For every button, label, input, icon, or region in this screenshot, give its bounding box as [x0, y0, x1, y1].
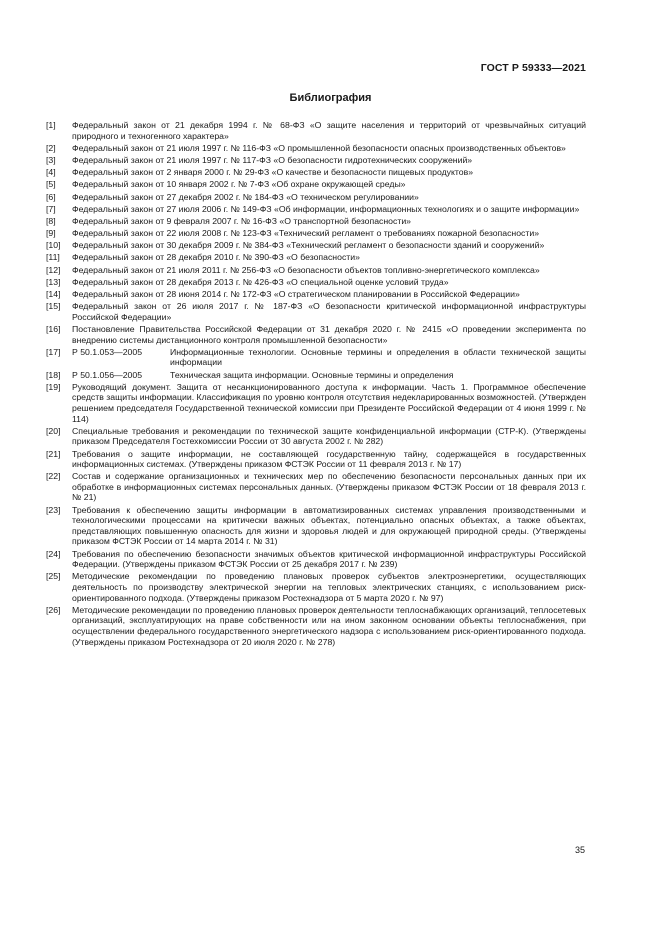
- entry-text: Руководящий документ. Защита от несанкционированного доступа к информации. Часть 1. Программное обеспечение средств защиты информации. Классификация по уровню контроля отсутствия недекларированных возможностей. (Утвержден решением председателя Государственной технической комиссии при Президенте Российской Федерации от 4 июня 1999 г. № 114): [72, 381, 586, 424]
- bibliography-entry: [46, 301, 586, 322]
- entry-number: [8]: [46, 215, 56, 226]
- entry-number: [11]: [46, 252, 60, 263]
- entry-number: [5]: [46, 179, 56, 190]
- entry-number: [26]: [46, 604, 61, 615]
- entry-text: Требования по обеспечению безопасности значимых объектов критической информационной инфраструктуры Российской Федерации. (Утверждены приказом ФСТЭК России от 25 декабря 2017 г. № 239): [72, 548, 586, 570]
- entry-text: Федеральный закон от 10 января 2002 г. № 7-ФЗ «Об охране окружающей среды»: [72, 179, 406, 190]
- entry-number: [14]: [46, 289, 61, 300]
- entry-number: [18]: [46, 369, 61, 380]
- bibliography-entry: [46, 228, 586, 239]
- entry-text: Федеральный закон от 21 июля 2011 г. № 256-ФЗ «О безопасности объектов топливно-энергетического комплекса»: [72, 264, 540, 275]
- entry-number: [12]: [46, 264, 61, 275]
- entry-text: Специальные требования и рекомендации по технической защите конфиденциальной информации (СТР-К). (Утверждены приказом Председателя Гостехкомиссии России от 30 августа 2002 г. № 282): [72, 425, 586, 447]
- entry-text: Федеральный закон от 9 февраля 2007 г. № 16-ФЗ «О транспортной безопасности»: [72, 215, 412, 226]
- entry-text: Федеральный закон от 28 июня 2014 г. № 172-ФЗ «О стратегическом планировании в Российской Федерации»: [72, 289, 520, 300]
- entry-text: Федеральный закон от 27 декабря 2002 г. № 184-ФЗ «О техническом регулировании»: [72, 191, 419, 202]
- entry-number: [22]: [46, 471, 61, 482]
- entry-number: [24]: [46, 548, 61, 559]
- bibliography-entry: [46, 449, 586, 470]
- bibliography-entry: [46, 204, 586, 215]
- entry-number: [19]: [46, 381, 61, 392]
- entry-text: Федеральный закон от 22 июля 2008 г. № 123-ФЗ «Технический регламент о требованиях пожарной безопасности»: [72, 228, 540, 239]
- entry-text: Постановление Правительства Российской Федерации от 31 декабря 2020 г. № 2415 «О проведении эксперимента по внедрению системы дистанционного контроля промышленной безопасности»: [72, 324, 586, 345]
- entry-text: Техническая защита информации. Основные термины и определения: [170, 369, 454, 380]
- bibliography-entry: [46, 549, 586, 570]
- bibliography-entry: [46, 167, 586, 178]
- entry-number: [20]: [46, 425, 61, 436]
- bibliography-entry: [46, 252, 586, 263]
- bibliography-entry: [46, 155, 586, 166]
- entry-number: [17]: [46, 346, 61, 357]
- entry-number: [23]: [46, 504, 61, 515]
- bibliography-entry: [46, 605, 586, 647]
- entry-number: [13]: [46, 276, 61, 287]
- entry-number: [6]: [46, 191, 56, 202]
- entry-text: Федеральный закон от 21 июля 1997 г. № 117-ФЗ «О безопасности гидротехнических сооружений»: [72, 154, 473, 165]
- bibliography-entry: [46, 179, 586, 190]
- entry-text: Требования о защите информации, не составляющей государственную тайну, содержащейся в государственных информационных системах. (Утверждены приказом ФСТЭК России от 11 февраля 2013 г. № 17): [72, 448, 586, 470]
- bibliography-entry: [46, 571, 586, 603]
- entry-text: Федеральный закон от 21 июля 1997 г. № 116-ФЗ «О промышленной безопасности опасных производственных объектов»: [72, 142, 566, 153]
- entry-text: Требования к обеспечению защиты информации в автоматизированных системах управления производственными и технологическими процессами на критически важных объектах, потенциально опасных объектах, а также объектах, представляющих повышенную опасность для жизни и здоровья людей и для окружающей природной среды. (Утверждены приказом ФСТЭК России от 14 марта 2014 г. № 31): [72, 504, 586, 547]
- standard-reference: [72, 370, 586, 381]
- bibliography-entry: [46, 471, 586, 503]
- entry-number: [1]: [46, 120, 56, 130]
- entry-text: Федеральный закон от 21 декабря 1994 г. № 68-ФЗ «О защите населения и территорий от чрезвычайных ситуаций природного и техногенного характера»: [72, 120, 586, 141]
- bibliography-entry: [46, 289, 586, 300]
- entry-number: [2]: [46, 142, 56, 153]
- bibliography-entry: [46, 216, 586, 227]
- bibliography-entry: [46, 370, 586, 381]
- page-number: 35: [574, 845, 585, 855]
- entry-number: [16]: [46, 324, 61, 334]
- entry-text: Состав и содержание организационных и технических мер по обеспечению безопасности персональных данных при их обработке в информационных системах персональных данных. (Утверждены приказом ФСТЭК России от 18 февраля 2013 г. № 21): [72, 471, 586, 503]
- bibliography-entry: [46, 265, 586, 276]
- entry-text: Федеральный закон от 27 июля 2006 г. № 149-ФЗ «Об информации, информационных технологиях и о защите информации»: [72, 203, 580, 214]
- entry-number: [10]: [46, 240, 61, 251]
- standard-code: Р 50.1.056—2005: [72, 369, 143, 380]
- entry-text: Федеральный закон от 28 декабря 2010 г. № 390-ФЗ «О безопасности»: [72, 252, 360, 263]
- bibliography-list: [46, 120, 586, 649]
- bibliography-entry: [46, 382, 586, 424]
- entry-number: [21]: [46, 448, 61, 459]
- entry-text: Федеральный закон от 26 июля 2017 г. № 187-ФЗ «О безопасности критической информационной инфраструктуры Российской Федерации»: [72, 301, 586, 322]
- entry-text: Федеральный закон от 2 января 2000 г. № 29-ФЗ «О качестве и безопасности пищевых продуктов»: [72, 167, 474, 178]
- bibliography-entry: [46, 324, 586, 345]
- entry-text: Федеральный закон от 30 декабря 2009 г. № 384-ФЗ «Технический регламент о безопасности зданий и сооружений»: [72, 240, 545, 251]
- entry-text: Методические рекомендации по проведению плановых проверок субъектов электроэнергетики, осуществляющих деятельность по производству электрической энергии на тепловых электрических станциях, с использованием риск-ориентированного подхода. (Утверждены приказом Ростехнадзора от 5 марта 2020 г. № 97): [72, 571, 586, 603]
- entry-number: [4]: [46, 167, 56, 178]
- entry-text: Методические рекомендации по проведению плановых проверок деятельности теплоснабжающих организаций, теплосетевых организаций, эксплуатирующих на праве собственности или на ином законном основании объекты теплоснабжения, при осуществлении федерального государственного энергетического надзора с использованием риск-ориентированного подхода. (Утверждены приказом Ростехнадзора от 20 июля 2020 г. № 278): [72, 604, 587, 647]
- entry-number: [9]: [46, 228, 56, 239]
- standard-code: Р 50.1.053—2005: [72, 346, 143, 357]
- bibliography-entry: [46, 120, 586, 141]
- entry-number: [7]: [46, 203, 56, 214]
- bibliography-entry: [46, 192, 586, 203]
- bibliography-entry: [46, 143, 586, 154]
- bibliography-entry: [46, 277, 586, 288]
- entry-number: [25]: [46, 571, 61, 582]
- bibliography-entry: [46, 505, 586, 547]
- document-code: ГОСТ Р 59333—2021: [480, 62, 586, 74]
- bibliography-entry: [46, 240, 586, 251]
- bibliography-entry: [46, 426, 586, 447]
- bibliography-entry: [46, 347, 586, 368]
- section-title: Библиография: [289, 92, 372, 104]
- entry-text: Федеральный закон от 28 декабря 2013 г. № 426-ФЗ «О специальной оценке условий труда»: [72, 276, 449, 287]
- entry-number: [3]: [46, 154, 56, 165]
- entry-text: Информационные технологии. Основные термины и определения в области технической защиты информации: [170, 346, 586, 368]
- standard-reference: [72, 347, 586, 368]
- entry-number: [15]: [46, 301, 61, 312]
